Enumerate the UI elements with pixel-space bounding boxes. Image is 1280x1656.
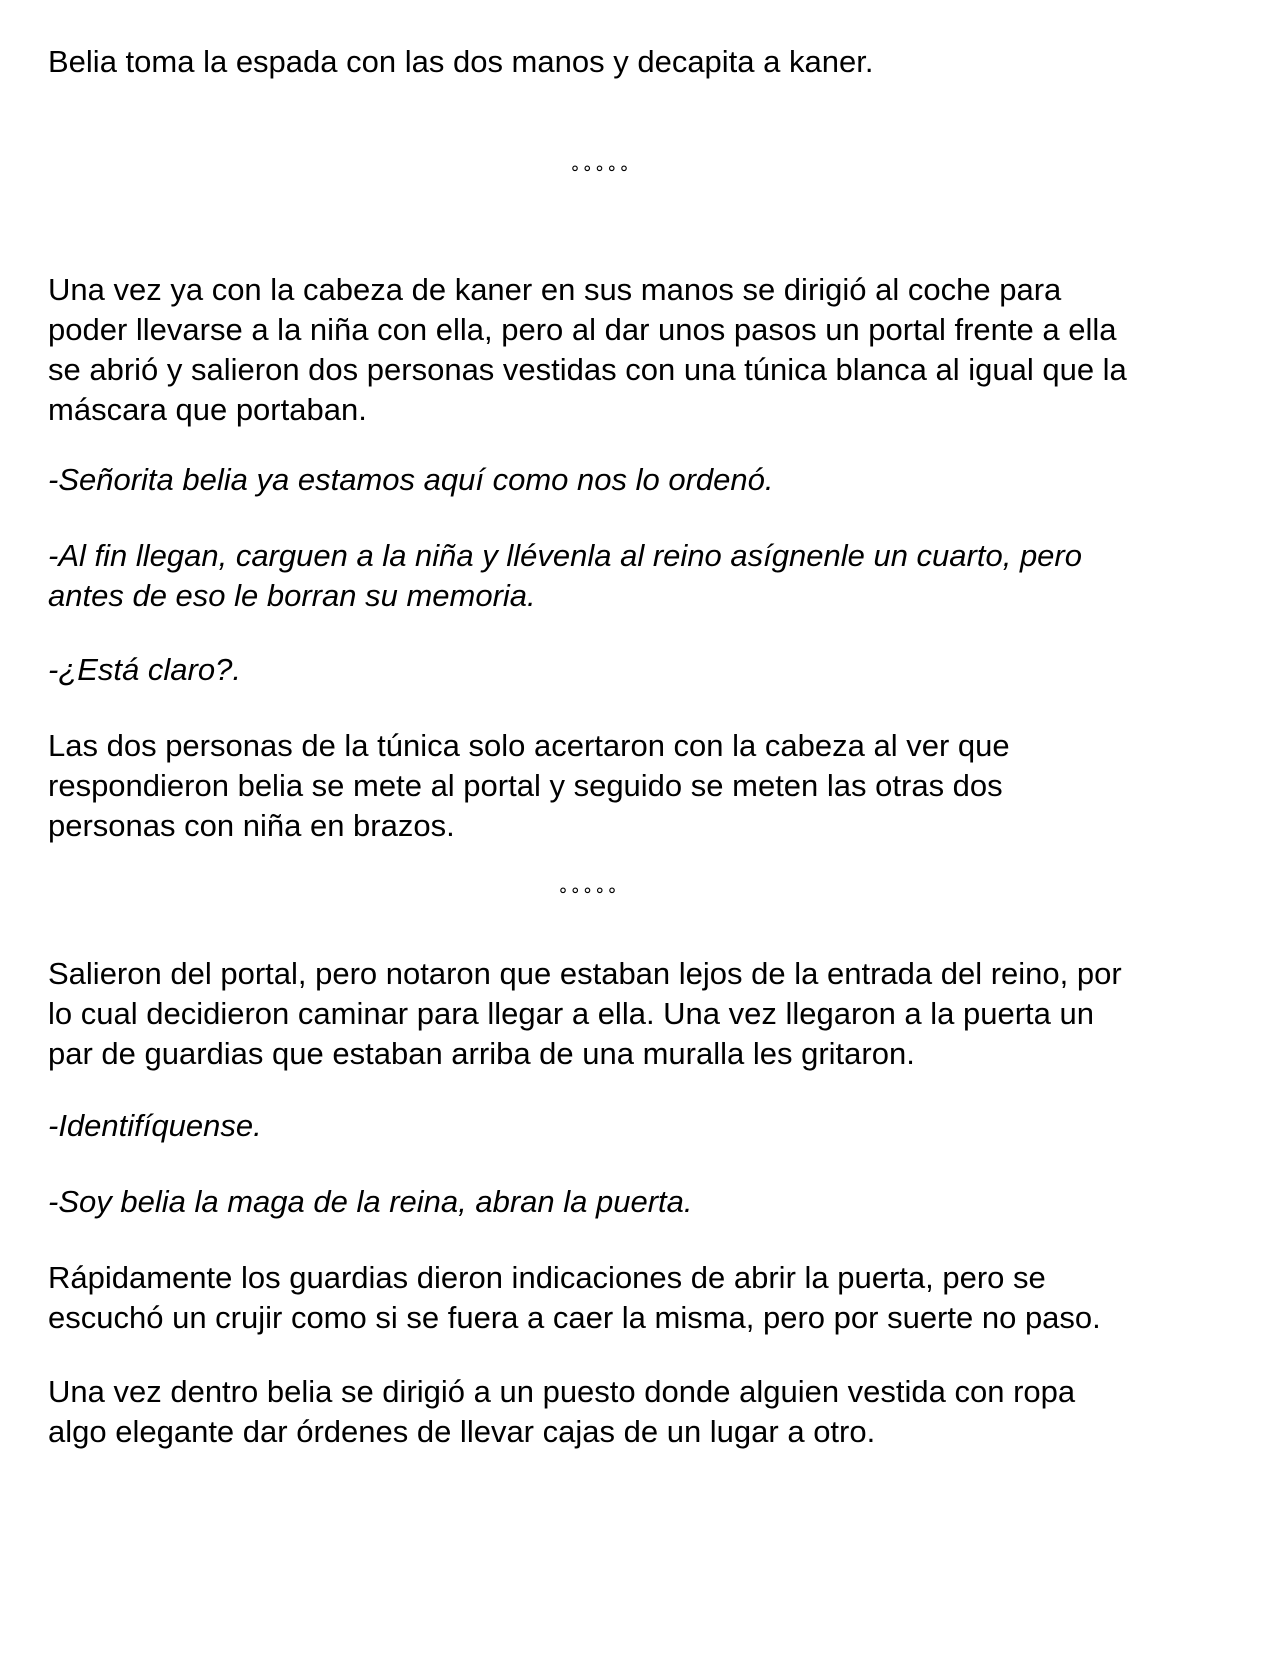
paragraph-guards: Rápidamente los guardias dieron indicaciones de abrir la puerta, pero se escuchó un crujir como si se fuera a caer la misma, pero por suerte no paso. xyxy=(48,1260,1101,1335)
paragraph-tunic: Las dos personas de la túnica solo acertaron con la cabeza al ver que respondieron belia se mete al portal y seguido se meten las otras dos personas con niña en brazos. xyxy=(48,728,1010,843)
section-separator: ∘∘∘∘∘ xyxy=(557,880,619,900)
dialogue-line: -Soy belia la maga de la reina, abran la puerta. xyxy=(48,1184,693,1219)
paragraph-inside: Una vez dentro belia se dirigió a un puesto donde alguien vestida con ropa algo elegante dar órdenes de llevar cajas de un lugar a otro. xyxy=(48,1374,1076,1449)
section-separator: ∘∘∘∘∘ xyxy=(569,158,631,178)
dialogue-line: -¿Está claro?. xyxy=(48,652,241,687)
paragraph-portal: Una vez ya con la cabeza de kaner en sus manos se dirigió al coche para poder llevarse a la niña con ella, pero al dar unos pasos un portal frente a ella se abrió y salieron dos personas vestidas con una túnica blanca al igual que la máscara que portaban. xyxy=(48,272,1127,427)
paragraph-opening: Belia toma la espada con las dos manos y decapita a kaner. xyxy=(48,44,874,79)
paragraph-kingdom: Salieron del portal, pero notaron que estaban lejos de la entrada del reino, por lo cual decidieron caminar para llegar a ella. Una vez llegaron a la puerta un par de guardias que estaban arriba de una muralla les gritaron. xyxy=(48,956,1122,1071)
dialogue-line: -Al fin llegan, carguen a la niña y llévenla al reino asígnenle un cuarto, pero antes de eso le borran su memoria. xyxy=(48,538,1082,613)
dialogue-line: -Identifíquense. xyxy=(48,1108,262,1143)
dialogue-line: -Señorita belia ya estamos aquí como nos lo ordenó. xyxy=(48,462,774,497)
